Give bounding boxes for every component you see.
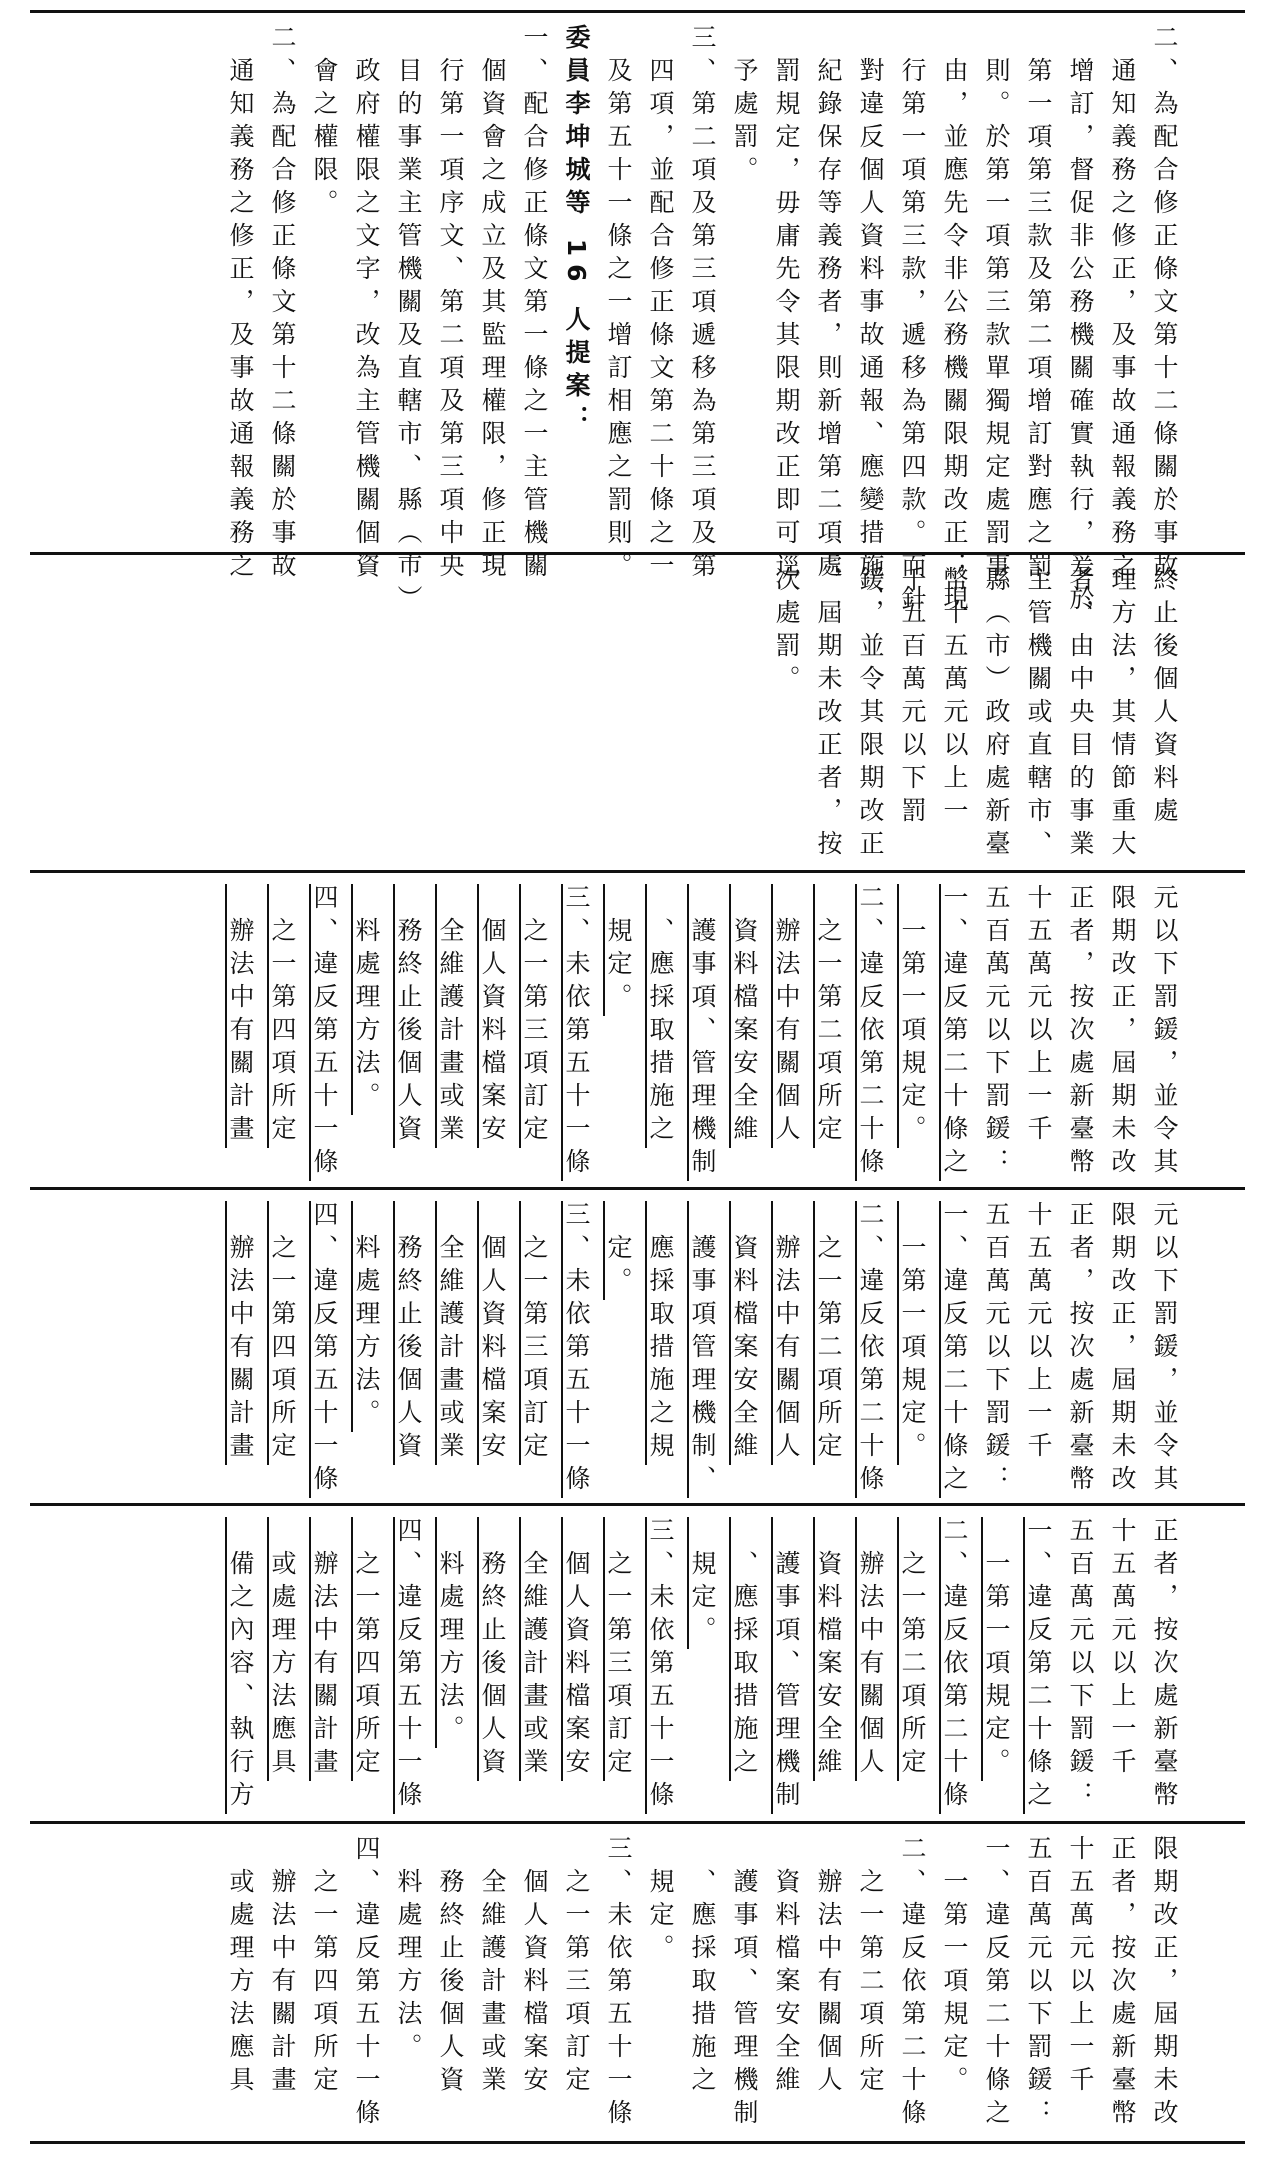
- text-line: 五百萬元以下罰鍰：: [982, 884, 1011, 1181]
- text-line: 會之權限。: [310, 24, 339, 222]
- text-line: 鍰，並令其限期改正: [856, 566, 885, 863]
- text-line: 資料檔案安全維: [730, 1201, 759, 1465]
- text-line: 二、違反依第二十條: [856, 1201, 885, 1498]
- text-line: 終止後個人資料處: [1150, 566, 1179, 830]
- text-line: 三、第二項及第三項遞移為第三項及第: [688, 24, 717, 585]
- text-line: 十五萬元以上一千: [1108, 1517, 1137, 1781]
- text-line: 個人資料檔案安: [562, 1517, 591, 1781]
- text-line: 或處理方法應具: [226, 1835, 255, 2099]
- text-line: 對違反個人資料事故通報、應變措施、: [856, 24, 885, 618]
- text-line: 二、違反依第二十條: [856, 884, 885, 1181]
- text-line: 或處理方法應具: [268, 1517, 297, 1781]
- text-line: 縣（市）政府處新臺: [982, 566, 1011, 863]
- text-line: 一第一項規定。: [940, 1835, 969, 2099]
- text-line: 四項，並配合修正條文第二十條之一: [646, 24, 675, 585]
- text-line: 辦法中有關計畫: [268, 1835, 297, 2099]
- text-line: 規定。: [604, 884, 633, 1016]
- text-line: 由，並應先令非公務機關限期改正；現: [940, 24, 969, 618]
- text-line: 正者，按次處新臺幣: [1108, 1835, 1137, 2132]
- text-line: 規定。: [646, 1835, 675, 1967]
- text-line: 規定。: [688, 1517, 717, 1649]
- text-line: 之一第三項訂定: [562, 1835, 591, 2099]
- text-line: 之一第三項訂定: [520, 1201, 549, 1465]
- text-line: 第一項第三款及第二項增訂對應之罰: [1024, 24, 1053, 585]
- section-explanation: [30, 12, 1245, 618]
- text-line: 通知義務之修正，及事故通報義務之: [226, 24, 255, 585]
- text-line: 行第一項序文、第二項及第三項中央: [436, 24, 465, 585]
- text-line: 千五百萬元以下罰: [898, 566, 927, 830]
- text-line: 限期改正，屆期未改: [1108, 1201, 1137, 1498]
- text-line: 五百萬元以下罰鍰：: [1066, 1517, 1095, 1814]
- text-line: 一、違反第二十條之: [940, 884, 969, 1181]
- text-line: 罰規定，毋庸先令其限期改正即可逕: [772, 24, 801, 585]
- text-line: 理方法，其情節重大: [1108, 566, 1137, 863]
- text-line: 目的事業主管機關及直轄市、縣（市）: [394, 24, 423, 618]
- text-line: 二、為配合修正條文第十二條關於事故: [268, 24, 297, 585]
- text-line: 料處理方法。: [352, 1201, 381, 1432]
- text-line: 務終止後個人資: [394, 1201, 423, 1465]
- text-line: 、應採取措施之: [730, 1517, 759, 1781]
- text-line: 四、違反第五十一條: [310, 1201, 339, 1498]
- text-line: 全維護計畫或業: [478, 1835, 507, 2099]
- text-line: 之一第三項訂定: [604, 1517, 633, 1781]
- text-line: 政府權限之文字，改為主管機關個資: [352, 24, 381, 585]
- text-line: 全維護計畫或業: [436, 884, 465, 1148]
- text-line: 一、違反第二十條之: [1024, 1517, 1053, 1814]
- text-line: 幣十五萬元以上一: [940, 566, 969, 830]
- text-line: 元以下罰鍰，並令其: [1150, 1201, 1179, 1498]
- text-line: 者，由中央目的事業: [1066, 566, 1095, 863]
- text-line: 及第五十一條之一增訂相應之罰則。: [604, 24, 633, 585]
- text-line: 護事項管理機制、: [688, 1201, 717, 1498]
- text-line: 護事項、管理機制: [772, 1517, 801, 1814]
- text-line: 資料檔案安全維: [730, 884, 759, 1148]
- section-proposal-d: [30, 1823, 1245, 2141]
- text-line: 全維護計畫或業: [520, 1517, 549, 1781]
- text-line: 十五萬元以上一千: [1066, 1835, 1095, 2099]
- text-line: 一第一項規定。: [982, 1517, 1011, 1781]
- text-line: 之一第二項所定: [856, 1835, 885, 2099]
- text-line: 之一第二項所定: [814, 1201, 843, 1465]
- section-proposal-c: [30, 1505, 1245, 1821]
- text-line: 一第一項規定。: [898, 884, 927, 1148]
- text-line: 辦法中有關個人: [856, 1517, 885, 1781]
- divider-bottom: [30, 2141, 1245, 2144]
- text-line: 務終止後個人資: [394, 884, 423, 1148]
- text-line: 三、未依第五十一條: [562, 1201, 591, 1498]
- text-line: 通知義務之修正，及事故通報義務之: [1108, 24, 1137, 585]
- text-line: 全維護計畫或業: [436, 1201, 465, 1465]
- text-line: 十五萬元以上一千: [1024, 884, 1053, 1148]
- text-line: 護事項、管理機制: [688, 884, 717, 1181]
- text-line: 一、違反第二十條之: [982, 1835, 1011, 2132]
- text-line: 個人資料檔案安: [478, 1201, 507, 1465]
- section-text: [219, 1201, 1185, 1498]
- text-line: 三、未依第五十一條: [562, 884, 591, 1181]
- text-line: 之一第四項所定: [310, 1835, 339, 2099]
- text-line: 正者，按次處新臺幣: [1150, 1517, 1179, 1814]
- text-line: 護事項、管理機制: [730, 1835, 759, 2132]
- section-text: [219, 1835, 1185, 2132]
- text-line: 正者，按次處新臺幣: [1066, 884, 1095, 1181]
- text-line: 料處理方法。: [352, 884, 381, 1115]
- text-line: 個人資料檔案安: [520, 1835, 549, 2099]
- section-proposal-b: [30, 1189, 1245, 1503]
- text-line: 二、為配合修正條文第十二條關於事故: [1150, 24, 1179, 585]
- text-line: 備之內容、執行方: [226, 1517, 255, 1814]
- text-line: 資料檔案安全維: [814, 1517, 843, 1781]
- text-line: 正者，按次處新臺幣: [1066, 1201, 1095, 1498]
- text-line: 行第一項第三款，遞移為第四款。而針: [898, 24, 927, 618]
- text-line: 元以下罰鍰，並令其: [1150, 884, 1179, 1181]
- text-line: 則。於第一項第三款單獨規定處罰事: [982, 24, 1011, 585]
- section-text: [765, 566, 1185, 863]
- text-line: 三、未依第五十一條: [604, 1835, 633, 2132]
- text-line: 四、違反第五十一條: [394, 1517, 423, 1814]
- text-line: 務終止後個人資: [436, 1835, 465, 2099]
- text-line: 之一第三項訂定: [520, 884, 549, 1148]
- text-line: 四、違反第五十一條: [310, 884, 339, 1181]
- text-line: 委員李坤城等 16 人提案：: [562, 24, 591, 439]
- text-line: 辦法中有關計畫: [310, 1517, 339, 1781]
- text-line: 增訂，督促非公務機關確實執行，爰於: [1066, 24, 1095, 618]
- text-line: 一、配合修正條文第一條之一主管機關: [520, 24, 549, 585]
- text-line: 資料檔案安全維: [772, 1835, 801, 2099]
- section-current-law: [30, 554, 1245, 870]
- text-line: 之一第四項所定: [352, 1517, 381, 1781]
- text-line: 、應採取措施之: [688, 1835, 717, 2099]
- text-line: 一、違反第二十條之: [940, 1201, 969, 1498]
- text-line: 二、違反依第二十條: [898, 1835, 927, 2132]
- text-line: 務終止後個人資: [478, 1517, 507, 1781]
- text-line: 限期改正，屆期未改: [1108, 884, 1137, 1181]
- text-line: 三、未依第五十一條: [646, 1517, 675, 1814]
- text-line: 辦法中有關個人: [814, 1835, 843, 2099]
- text-line: ，屆期未改正者，按: [814, 566, 843, 863]
- text-line: 十五萬元以上一千: [1024, 1201, 1053, 1465]
- section-text: [219, 1517, 1185, 1814]
- text-line: 、應採取措施之: [646, 884, 675, 1148]
- section-text: [219, 884, 1185, 1181]
- text-line: 五百萬元以下罰鍰：: [1024, 1835, 1053, 2132]
- section-text: [219, 24, 1185, 618]
- text-line: 之一第四項所定: [268, 884, 297, 1148]
- text-line: 個資會之成立及其監理權限，修正現: [478, 24, 507, 585]
- text-line: 五百萬元以下罰鍰：: [982, 1201, 1011, 1498]
- text-line: 一第一項規定。: [898, 1201, 927, 1465]
- text-line: 辦法中有關計畫: [226, 1201, 255, 1465]
- text-line: 辦法中有關個人: [772, 884, 801, 1148]
- text-line: 料處理方法。: [394, 1835, 423, 2066]
- text-line: 紀錄保存等義務者，則新增第二項處: [814, 24, 843, 585]
- text-line: 二、違反依第二十條: [940, 1517, 969, 1814]
- text-line: 定。: [604, 1201, 633, 1300]
- text-line: 之一第二項所定: [898, 1517, 927, 1781]
- text-line: 之一第四項所定: [268, 1201, 297, 1465]
- text-line: 辦法中有關個人: [772, 1201, 801, 1465]
- text-line: 四、違反第五十一條: [352, 1835, 381, 2132]
- text-line: 次處罰。: [772, 566, 801, 698]
- text-line: 主管機關或直轄市、: [1024, 566, 1053, 863]
- text-line: 限期改正，屆期未改: [1150, 1835, 1179, 2132]
- text-line: 料處理方法。: [436, 1517, 465, 1748]
- section-proposal-a: [30, 872, 1245, 1187]
- text-line: 應採取措施之規: [646, 1201, 675, 1465]
- text-line: 個人資料檔案安: [478, 884, 507, 1148]
- text-line: 予處罰。: [730, 24, 759, 189]
- text-line: 辦法中有關計畫: [226, 884, 255, 1148]
- text-line: 之一第二項所定: [814, 884, 843, 1148]
